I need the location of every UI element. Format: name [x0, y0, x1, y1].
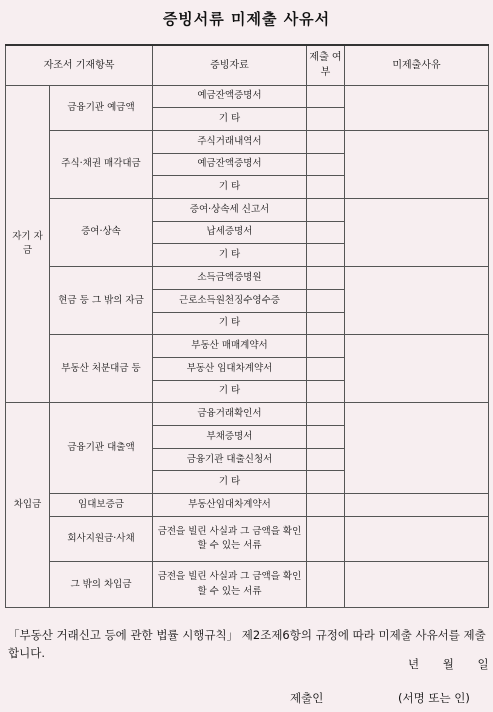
evidence-doc: 기 타 [153, 380, 307, 403]
table-header-row [6, 45, 489, 85]
evidence-doc: 금전을 빌린 사실과 그 금액을 확인할 수 있는 서류 [153, 562, 307, 608]
item-label: 그 밖의 차입금 [50, 562, 153, 608]
reason-cell[interactable] [345, 562, 489, 608]
evidence-doc: 금융기관 대출신청서 [153, 448, 307, 471]
submitted-cell[interactable] [307, 289, 345, 312]
table-row [6, 516, 489, 561]
item-label: 금융기관 예금액 [50, 85, 153, 130]
submitted-cell[interactable] [307, 426, 345, 449]
reason-cell[interactable] [345, 267, 489, 335]
submitted-cell[interactable] [307, 335, 345, 358]
reason-cell[interactable] [345, 516, 489, 561]
header-submitted: 제출 여부 [307, 45, 345, 85]
evidence-doc: 부동산임대차계약서 [153, 494, 307, 517]
evidence-doc: 소득금액증명원 [153, 267, 307, 290]
evidence-doc: 예금잔액증명서 [153, 153, 307, 176]
submitted-cell[interactable] [307, 244, 345, 267]
reason-table [5, 44, 489, 608]
item-label: 주식·채권 매각대금 [50, 130, 153, 198]
evidence-doc: 근로소득원천징수영수증 [153, 289, 307, 312]
date-line[interactable]: 년 월 일 [408, 657, 489, 671]
header-item: 자조서 기재항목 [6, 45, 153, 85]
table-row [6, 562, 489, 608]
evidence-doc: 부동산 매매계약서 [153, 335, 307, 358]
table-row [6, 267, 489, 290]
evidence-doc: 예금잔액증명서 [153, 85, 307, 108]
evidence-doc: 주식거래내역서 [153, 130, 307, 153]
reason-cell[interactable] [345, 199, 489, 267]
submitted-cell[interactable] [307, 357, 345, 380]
group-label: 자기 자금 [6, 85, 50, 403]
submitter-label: 제출인 [290, 691, 324, 705]
evidence-doc: 금융거래확인서 [153, 403, 307, 426]
submitted-cell[interactable] [307, 494, 345, 517]
item-label: 금융기관 대출액 [50, 403, 153, 494]
table-row [6, 335, 489, 358]
signature-label: (서명 또는 인) [398, 691, 470, 705]
header-evidence: 증빙자료 [153, 45, 307, 85]
evidence-doc: 기 타 [153, 108, 307, 131]
item-label: 증여·상속 [50, 199, 153, 267]
reason-cell[interactable] [345, 130, 489, 198]
item-label: 회사지원금·사채 [50, 516, 153, 561]
submitted-cell[interactable] [307, 380, 345, 403]
reason-cell[interactable] [345, 335, 489, 403]
evidence-doc: 부동산 임대차계약서 [153, 357, 307, 380]
evidence-doc: 기 타 [153, 176, 307, 199]
evidence-doc: 증여·상속세 신고서 [153, 199, 307, 222]
item-label: 부동산 처분대금 등 [50, 335, 153, 403]
submitted-cell[interactable] [307, 199, 345, 222]
submitted-cell[interactable] [307, 176, 345, 199]
statement-text: 「부동산 거래신고 등에 관한 법률 시행규칙」 제2조제6항의 규정에 따라 미제출 사유서를 제출합니다. [8, 628, 486, 661]
table-row [6, 199, 489, 222]
header-reason: 미제출사유 [345, 45, 489, 85]
evidence-doc: 기 타 [153, 312, 307, 335]
submitted-cell[interactable] [307, 516, 345, 561]
submitted-cell[interactable] [307, 221, 345, 244]
submitted-cell[interactable] [307, 403, 345, 426]
submitted-cell[interactable] [307, 153, 345, 176]
evidence-doc: 부채증명서 [153, 426, 307, 449]
form-title: 증빙서류 미제출 사유서 [162, 10, 331, 28]
evidence-doc: 금전을 빌린 사실과 그 금액을 확인할 수 있는 서류 [153, 516, 307, 561]
submitted-cell[interactable] [307, 471, 345, 494]
evidence-doc: 기 타 [153, 471, 307, 494]
item-label: 현금 등 그 밖의 자금 [50, 267, 153, 335]
group-label: 차입금 [6, 403, 50, 608]
evidence-doc: 납세증명서 [153, 221, 307, 244]
submitted-cell[interactable] [307, 108, 345, 131]
evidence-doc: 기 타 [153, 244, 307, 267]
submitted-cell[interactable] [307, 448, 345, 471]
table-row [6, 130, 489, 153]
submitted-cell[interactable] [307, 562, 345, 608]
reason-cell[interactable] [345, 403, 489, 494]
table-row [6, 494, 489, 517]
table-row [6, 85, 489, 108]
submitted-cell[interactable] [307, 312, 345, 335]
table-row [6, 403, 489, 426]
reason-cell[interactable] [345, 85, 489, 130]
item-label: 임대보증금 [50, 494, 153, 517]
reason-cell[interactable] [345, 494, 489, 517]
submitted-cell[interactable] [307, 130, 345, 153]
submitted-cell[interactable] [307, 85, 345, 108]
submitted-cell[interactable] [307, 267, 345, 290]
